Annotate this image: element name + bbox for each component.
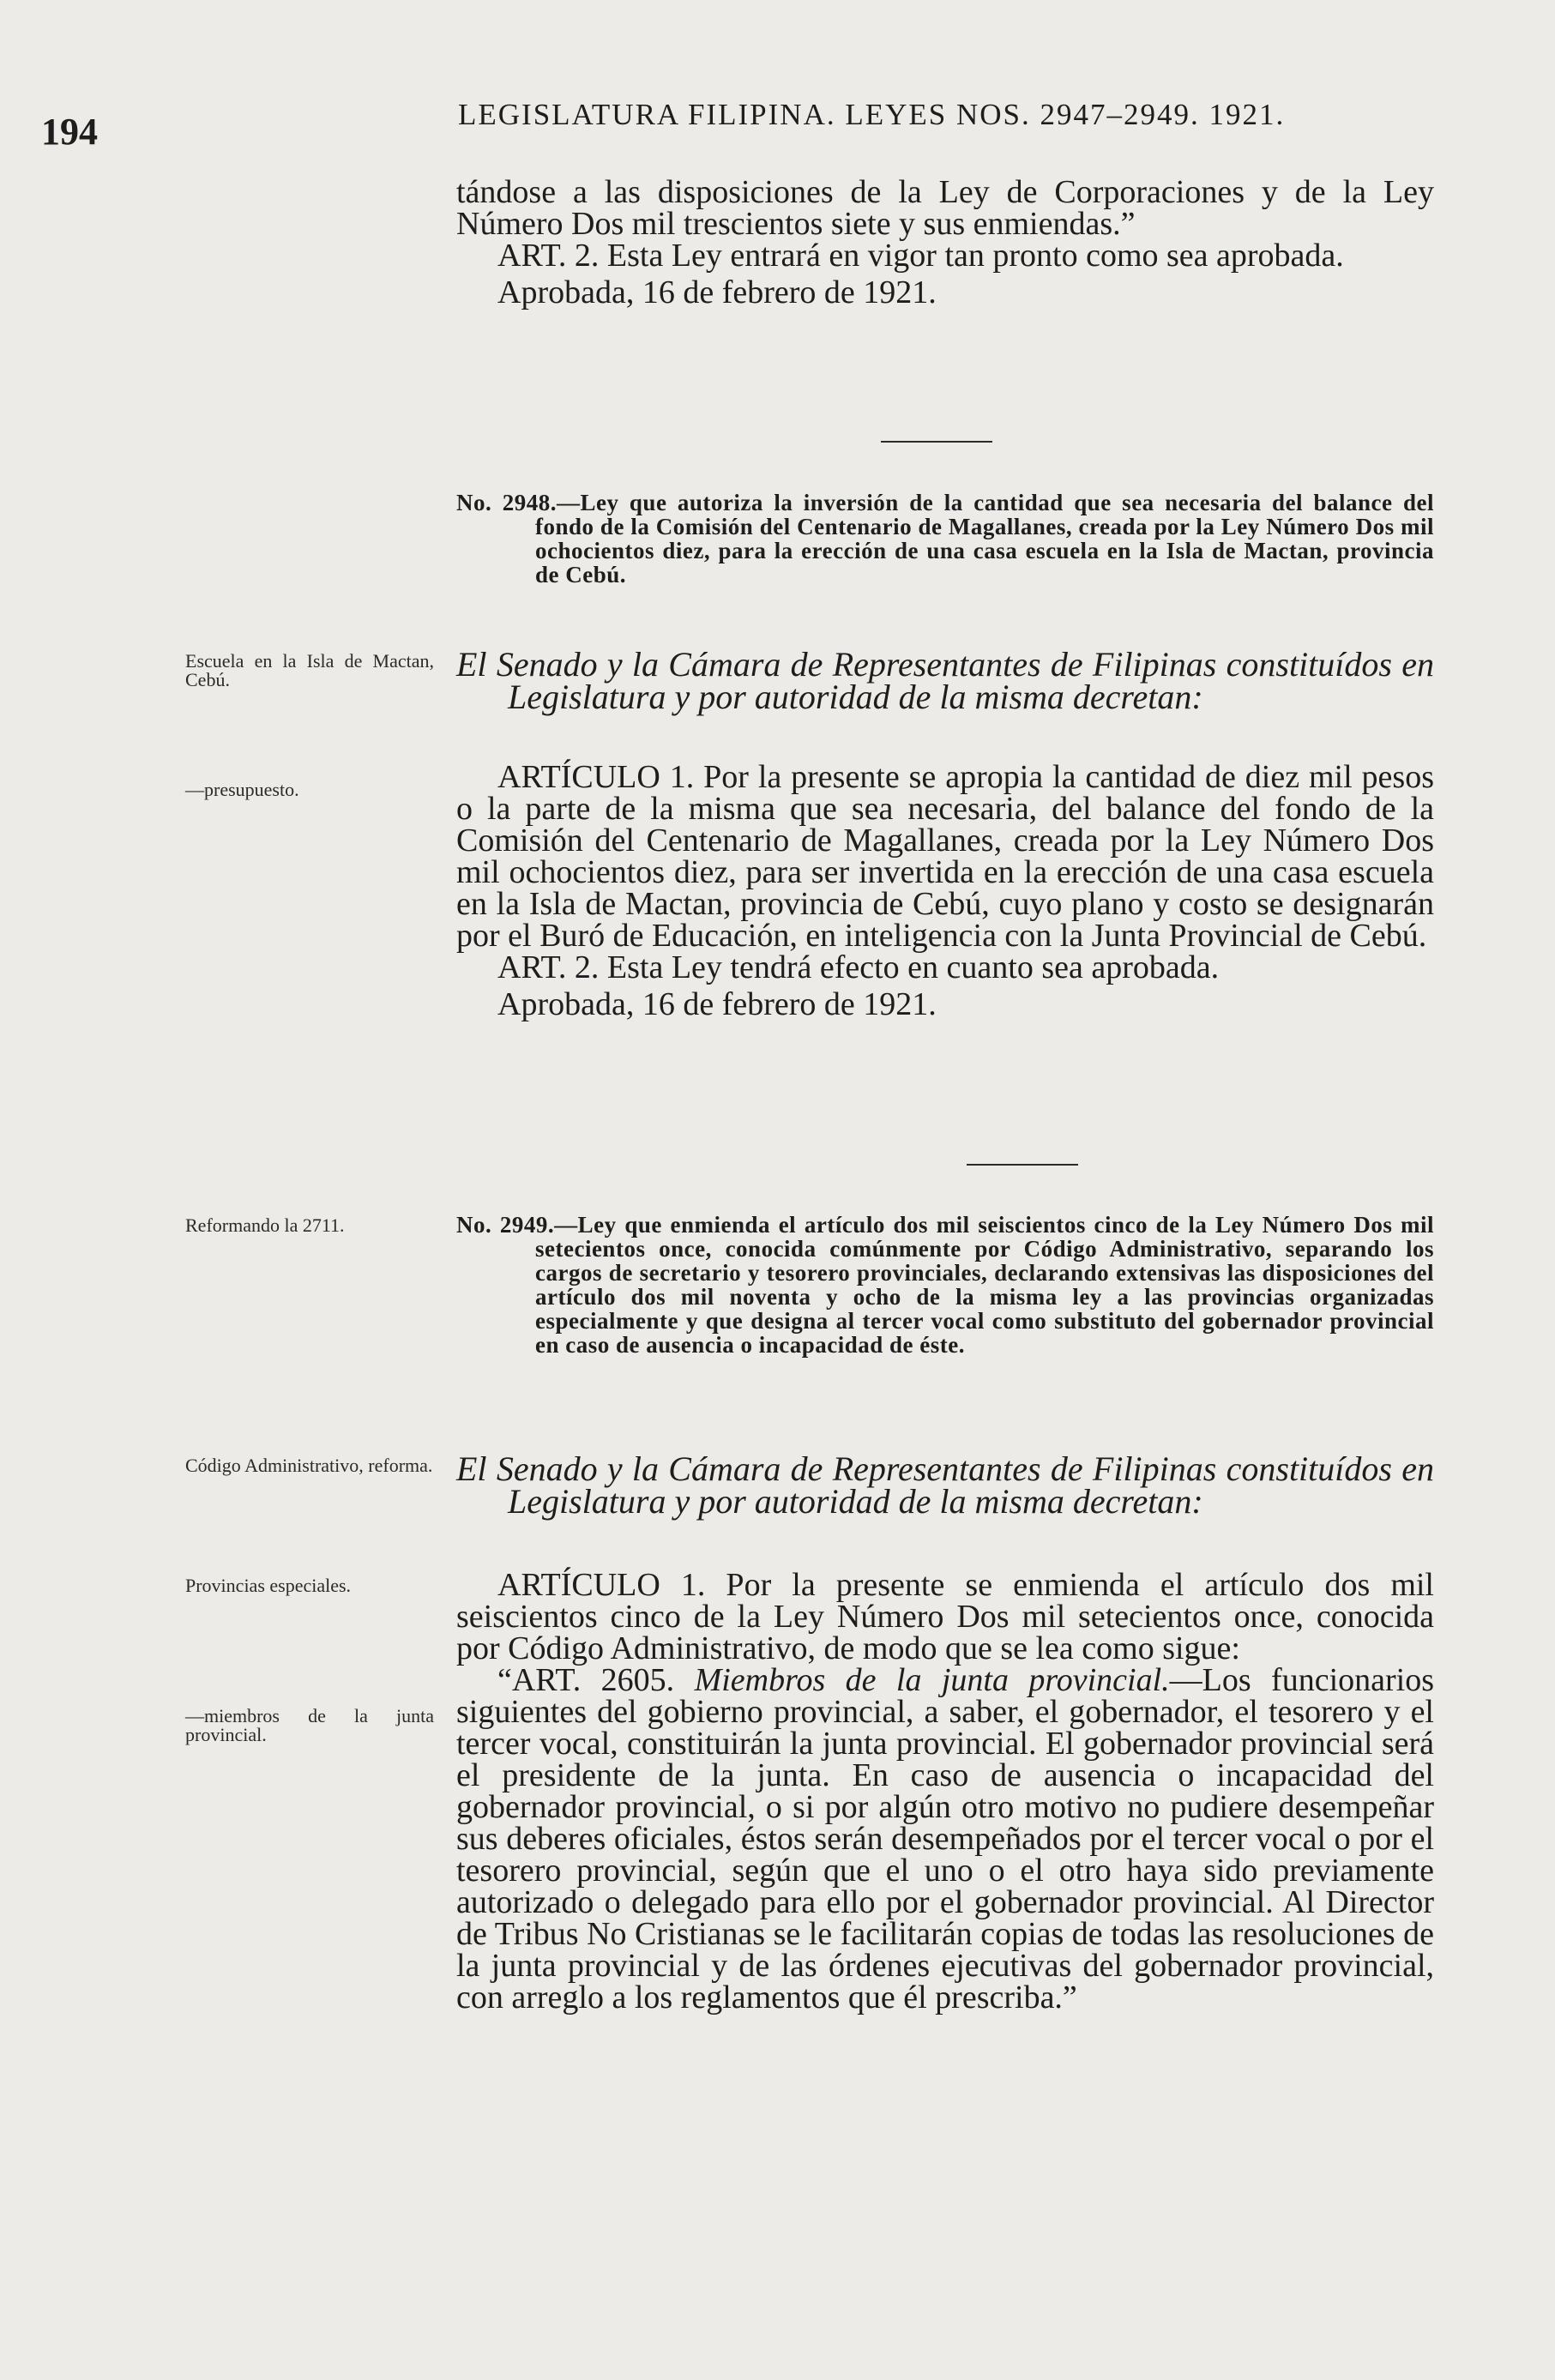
- article-label: ARTÍCULO 1.: [497, 759, 695, 795]
- article-text: Esta Ley tendrá efecto en cuanto sea aprobada.: [599, 949, 1220, 985]
- article-text: Esta Ley entrará en vigor tan pronto como sea aprobada.: [599, 238, 1344, 274]
- previous-act-ending: [456, 174, 1434, 310]
- act-2949-body: [456, 1567, 1434, 2015]
- approval-line: Aprobada, 16 de febrero de 1921.: [497, 986, 937, 1022]
- margin-note-members: —miembros de la junta provincial.: [185, 1705, 434, 1745]
- quoted-article-label: “ART. 2605.: [497, 1662, 675, 1698]
- margin-note-code: Código Administrativo, reforma.: [185, 1455, 433, 1476]
- margin-note-reform: Reformando la 2711.: [185, 1214, 345, 1236]
- article-label: ART. 2.: [497, 949, 600, 985]
- quoted-article-2605: [456, 1662, 1434, 2015]
- act-2948-enacting-clause: El Senado y la Cámara de Representantes de Filipinas constituídos en Legislatura y por autoridad de la misma decretan:: [456, 645, 1434, 716]
- quoted-article-text: —Los funcionarios siguientes del gobierno provincial, a saber, el gobernador, el tesorero y el tercer vocal, constituirán la junta provincial. El gobernador provincial será el presidente de la junta. En caso de ausencia o incapacidad del gobernador provincial, o si por algún otro motivo no pudiere desempeñar sus deberes oficiales, éstos serán desempeñados por el tercer vocal o por el tesorero provincial, según que el uno o el otro haya sido previamente autorizado o delegado para ello por el gobernador provincial. Al Director de Tribus No Cristianas se le facilitarán copias de todas las resoluciones de la junta provincial y de las órdenes ejecutivas del gobernador provincial, con arreglo a los reglamentos que él prescriba.”: [456, 1662, 1434, 2015]
- margin-note-provinces: Provincias especiales.: [185, 1575, 352, 1596]
- article-1: [456, 759, 1434, 954]
- margin-note-school: Escuela en la Isla de Mactan, Cebú.: [185, 650, 434, 690]
- article-text: Por la presente se apropia la cantidad de diez mil pesos o la parte de la misma que sea necesaria, del balance del fondo de la Comisión del Centenario de Magallanes, creada por la Ley Número Dos mil ochocientos diez, para ser invertida en la erección de una casa escuela en la Isla de Mactan, provincia de Cebú, cuyo plano y costo se designarán por el Buró de Educación, en inteligencia con la Junta Provincial de Cebú.: [456, 759, 1434, 954]
- section-divider: [881, 441, 992, 443]
- quoted-article-title: Miembros de la junta provincial.: [674, 1662, 1170, 1698]
- act-2948-body: [456, 759, 1434, 1022]
- margin-note-budget: —presupuesto.: [185, 779, 299, 800]
- article-1: [456, 1567, 1434, 1666]
- article-label: ARTÍCULO 1.: [497, 1567, 706, 1603]
- act-2949-enacting-clause: El Senado y la Cámara de Representantes de Filipinas constituídos en Legislatura y por autoridad de la misma decretan:: [456, 1449, 1434, 1521]
- approval-line: Aprobada, 16 de febrero de 1921.: [497, 274, 937, 310]
- article-text: Por la presente se enmienda el artículo dos mil seiscientos cinco de la Ley Número Dos mil setecientos once, conocida por Código Administrativo, de modo que se lea como sigue:: [456, 1567, 1434, 1666]
- article-2: [456, 949, 1434, 985]
- act-2948-summary: No. 2948.—Ley que autoriza la inversión de la cantidad que sea necesaria del balance del fondo de la Comisión del Centenario de Magallanes, creada por la Ley Número Dos mil ochocientos diez, para la erección de una casa escuela en la Isla de Mactan, provincia de Cebú.: [456, 490, 1434, 587]
- continuation-paragraph: tándose a las disposiciones de la Ley de Corporaciones y de la Ley Número Dos mil trescientos siete y sus enmiendas.”: [456, 174, 1434, 242]
- article-2: [456, 240, 1434, 272]
- page-number: 194: [41, 111, 98, 153]
- running-head: LEGISLATURA FILIPINA. LEYES NOS. 2947–2949. 1921.: [458, 98, 1286, 131]
- article-label: ART. 2.: [497, 238, 600, 274]
- act-2949-summary: No. 2949.—Ley que enmienda el artículo dos mil seiscientos cinco de la Ley Número Dos mil setecientos once, conocida comúnmente por Código Administrativo, separando los cargos de secretario y tesorero provinciales, declarando extensivas las disposiciones del artículo dos mil noventa y ocho de la misma ley a las provincias organizadas especialmente y que designa al tercer vocal como substituto del gobernador provincial en caso de ausencia o incapacidad de éste.: [456, 1212, 1434, 1358]
- section-divider: [967, 1164, 1078, 1166]
